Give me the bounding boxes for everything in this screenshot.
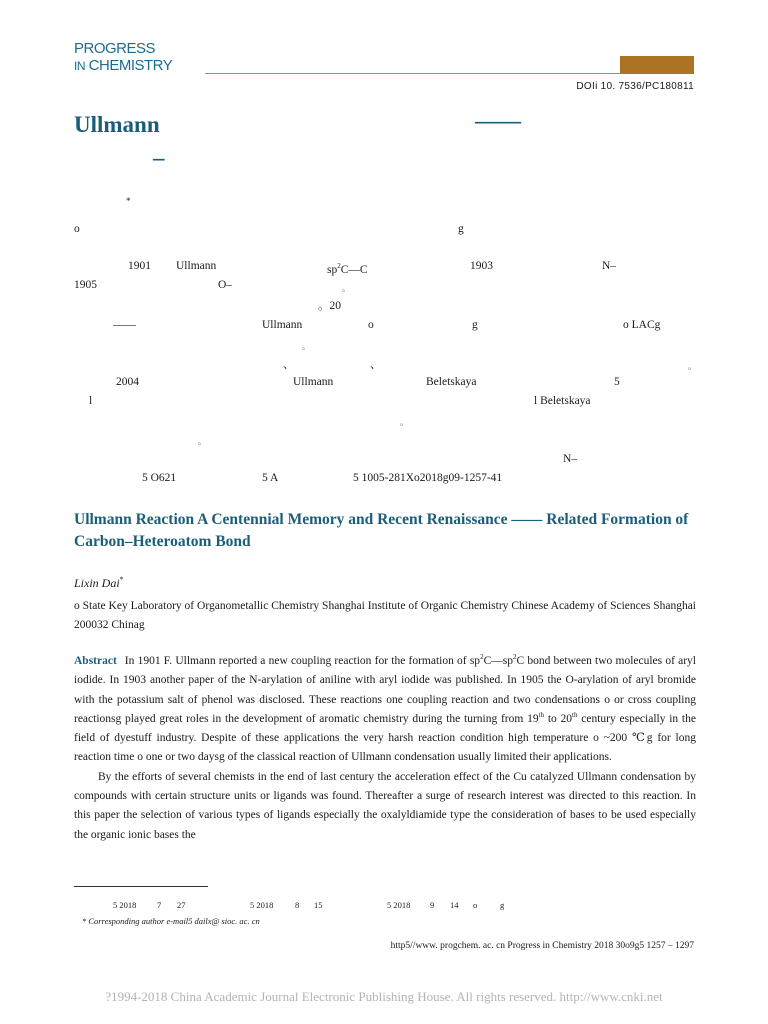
cn-text: g [472, 319, 478, 331]
clc-number: 5 O621 [142, 472, 177, 484]
cn-text: Beletskaya [426, 376, 477, 388]
abstract-label: Abstract [74, 655, 117, 667]
affiliation: o State Key Laboratory of Organometallic Chemistry Shanghai Institute of Organic Chemistry Chinese Academy of Sciences Shanghai 200032 Chinag [74, 600, 696, 631]
cn-text: 、 [370, 359, 382, 371]
copyright-watermark: ?1994-2018 China Academic Journal Electronic Publishing House. All rights reserved. http://www.cnki.net [105, 989, 663, 1004]
cn-text: 。20 [318, 300, 341, 312]
journal-logo-line2: IN CHEMISTRY [74, 57, 173, 74]
author-line: Lixin Dai* [74, 575, 124, 590]
doc-code: 5 A [262, 472, 279, 484]
cn-text: 。 [342, 284, 350, 293]
cn-affil-g: g [458, 223, 464, 235]
date-text: 9 [430, 900, 435, 910]
cn-text: 。 [688, 362, 696, 371]
date-text: g [500, 900, 505, 910]
date-revised: 5 2018 [250, 900, 274, 910]
cn-text: —— [113, 319, 136, 331]
cn-author-mark: * [126, 196, 131, 206]
cn-text: $sp^2C—C$ [327, 262, 368, 276]
header-rule [205, 73, 620, 74]
header-accent-block [620, 56, 694, 74]
cn-title-word: Ullmann [74, 112, 160, 137]
cn-text: 1905 [74, 279, 97, 291]
cn-text: 2004 [116, 376, 139, 388]
cn-text: 1901 [128, 260, 151, 272]
cn-title-dash-2: – [153, 145, 165, 170]
cn-text: 。 [400, 418, 408, 427]
page-footer-info: http5//www. progchem. ac. cn Progress in Chemistry 2018 30o9g5 1257 – 1297 [390, 941, 694, 951]
abstract [74, 652, 696, 845]
cn-text: Ullmann [262, 319, 303, 331]
cn-text: N– [602, 260, 617, 272]
cn-text: 1903 [470, 260, 493, 272]
cn-text: Ullmann [176, 260, 217, 272]
cn-text: 、 [283, 359, 295, 371]
cn-text: l [89, 395, 93, 407]
cn-text: 5 [614, 376, 620, 388]
date-text: o [473, 900, 478, 910]
date-text: 7 [157, 900, 162, 910]
cn-title-dash: —— [475, 108, 521, 133]
journal-logo [74, 40, 172, 75]
cn-text: o LACg [623, 319, 661, 331]
cn-text: Ullmann [293, 376, 334, 388]
cn-text: 。 [198, 437, 206, 446]
cn-text: l Beletskaya [534, 395, 591, 407]
abstract-paragraph-2: By the efforts of several chemists in the end of last century the acceleration effect of the Cu catalyzed Ullmann condensation by compounds with certain structure units or ligands was found. Thereafter a surge of research interest was directed to this reaction. In this paper the selection of various types of ligands especially the oxalyldiamide type the consideration of bases to be used especially the organic ionic bases the [74, 770, 696, 841]
corresponding-author-note: * Corresponding author e-mail5 dailx@ sioc. ac. cn [82, 916, 260, 926]
article-id: 5 1005-281Xo2018g09-1257-41 [353, 472, 503, 484]
journal-logo-line1: PROGRESS [74, 40, 156, 57]
date-text: 27 [177, 900, 186, 910]
footnote-rule [74, 886, 208, 887]
cn-text: 。 [302, 342, 310, 351]
doi-label: DOIi 10. 7536/PC180811 [576, 81, 694, 92]
cn-text: O– [218, 279, 233, 291]
abstract-paragraph-1: Abstract In 1901 F. Ullmann reported a new coupling reaction for the formation of $sp^2C—sp^2C$ bond between two molecules of aryl iodide. In 1903 another paper of the N-arylation of aniline with aryl iodide was published. In 1905 the O-arylation of aryl bromide with the potassium salt of phenol was disclosed. These reactions one coupling reaction and two condensations o or cross coupling reactionsg played great roles in the development of aromatic chemistry during the turning from 19th to 20th century especially in the field of dyestuff industry. Despite of these applications the very harsh reaction condition high temperature o ~200 ℃g for long reaction time o one or two daysg of the classical reaction of Ullmann condensation usually limited their applications. [74, 653, 696, 764]
english-title: Ullmann Reaction A Centennial Memory and Recent Renaissance —— Related Formation of Carbon–Heteroatom Bond [74, 511, 689, 550]
cn-text: o [368, 319, 374, 331]
cn-keywords-end: N– [563, 453, 578, 465]
cn-affil-o: o [74, 223, 80, 235]
date-text: 15 [314, 900, 323, 910]
date-received: 5 2018 [113, 900, 137, 910]
date-published: 5 2018 [387, 900, 411, 910]
date-text: 14 [450, 900, 459, 910]
date-text: 8 [295, 900, 300, 910]
